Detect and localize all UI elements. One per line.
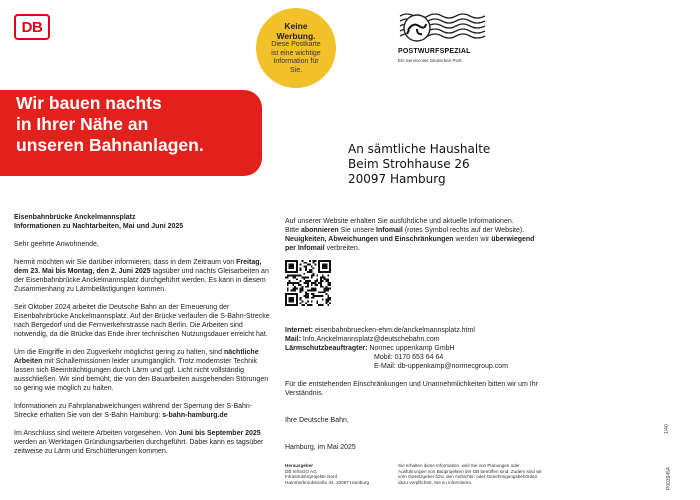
mail-row: Mail: Info.Anckelmannsplatz@deutschebahn.com	[285, 336, 440, 343]
print-code-2: P0039454	[666, 467, 672, 490]
sticker-line1: Keine	[284, 21, 308, 31]
print-code-1: 1/40	[664, 424, 670, 434]
paragraph-1: hiermit möchten wir Sie darüber informieren, dass in dem Zeitraum von Freitag, dem 23. Mai bis Montag, den 2. Juni 2025 tagsüber und nachts Gleisarbeiten an der Eisenbahnbrücke Anckelmannsplatz durchgeführt werden. Es kann in diesem Zusammenhang zu Lärmbelästigungen kommen.	[14, 259, 269, 293]
contact-block	[285, 326, 555, 452]
website-info: Auf unserer Website erhalten Sie ausführliche und aktuelle Informationen.	[285, 218, 514, 225]
paragraph-3: Um die Eingriffe in den Zugverkehr möglichst gering zu halten, sind nächtliche Arbeiten mit Schallemissionen leider unumgänglich. Trotz modernster Technik lassen sich Beeinträchtigungen durch Lärm und ggf. Licht nicht vollständig ausschließen. Wir sind bemüht, die von den Bauarbeiten ausgehenden Störungen so gering wie möglich zu halten.	[14, 349, 269, 392]
sbahn-link: s-bahn-hamburg.de	[162, 412, 228, 419]
address-line1: An sämtliche Haushalte	[348, 142, 491, 156]
postage-label: POSTWURFSPEZIAL	[398, 48, 471, 55]
publisher-line2: Infrastrukturprojekte Nord	[285, 474, 338, 480]
publisher-line1: DB InfraGO AG	[285, 468, 317, 474]
right-column	[285, 217, 543, 253]
notice-title: Eisenbahnbrücke Anckelmannsplatz	[14, 214, 136, 221]
qr-code-icon	[285, 260, 331, 306]
salutation: Sehr geehrte Anwohnende,	[14, 241, 99, 248]
paragraph-5: Im Anschluss sind weitere Arbeiten vorgesehen. Von Juni bis September 2025 werden an Werktagen Gründungsarbeiten durchgeführt. Dabei kann es tagsüber zeitweise zu Lärm und Erschütterungen kommen.	[14, 430, 264, 455]
headline-line3: unseren Bahnanlagen.	[16, 135, 204, 155]
internet-row: Internet: eisenbahnbruecken-ehm.de/anckelmannsplatz.html	[285, 327, 475, 334]
sticker-line3: Diese Postkarte ist eine wichtige Information für Sie.	[271, 41, 321, 74]
headline-line2: in Ihrer Nähe an	[16, 114, 149, 134]
address-line3: 20097 Hamburg	[348, 172, 446, 186]
mobile-row: Mobil: 0170 653 64 64	[374, 354, 444, 361]
headline-line1: Wir bauen nachts	[16, 93, 162, 113]
sticker-line2: Werbung.	[276, 31, 316, 41]
address-line2: Beim Strohhause 26	[348, 157, 470, 171]
closing-text: Ihre Deutsche Bahn,	[285, 417, 349, 424]
paragraph-2: Seit Oktober 2024 arbeitet die Deutsche Bahn an der Erneuerung der Eisenbahnbrücke Anckelmannsplatz. Auf der Brücke verlaufen die S-Bahn-Strecke nach Bergedorf und die Fernverkehrstrasse nach Berlin. Die Arbeiten sind notwendig, da die Brücke das Ende ihrer technischen Nutzungsdauer erreicht hat.	[14, 304, 270, 338]
notice-subtitle: Informationen zu Nachtarbeiten, Mai und Juni 2025	[14, 223, 184, 230]
postage-sub: Ein Service der Deutschen Post	[398, 58, 462, 63]
info-sticker	[256, 8, 336, 88]
db-logo-text: DB	[21, 18, 43, 36]
post-horn-stamp-icon	[395, 10, 490, 50]
headline-text	[16, 93, 256, 156]
publisher-block	[285, 463, 395, 485]
noise-officer-row: Lärmschutzbeauftragter: Normec uppenkamp GmbH	[285, 345, 455, 352]
paragraph-4: Informationen zu Fahrplanabweichungen während der Sperrung der S-Bahn-Strecke erhalten Sie von der S-Bahn Hamburg: s-bahn-hamburg.de	[14, 403, 253, 419]
publisher-label: Herausgeber	[285, 463, 314, 468]
email-row: E-Mail: db-uppenkamp@normecgroup.com	[374, 363, 508, 370]
infomail-info: Bitte abonnieren Sie unsere Infomail (rotes Symbol rechts auf der Website). Neuigkeiten, Abweichungen und Einschränkungen werden wir überwiegend per Infomail verbreiten.	[285, 227, 535, 252]
place-date: Hamburg, im Mai 2025	[285, 444, 356, 451]
db-logo	[14, 14, 50, 40]
recipient-address	[348, 142, 490, 187]
apology-text: Für die entstehenden Einschränkungen und Unannehmlichkeiten bitten wir um Ihr Verständnis.	[285, 381, 538, 397]
legal-note: Sie erhalten diese Information, weil Sie von Planungen oder Ausführungen von Bauprojekten der DB betroffen sind. Zudem sind wir vom Gesetzgeber bzw. den Aufsichts- oder Genehmigungsbehörden dazu verpflichtet, Sie zu informieren.	[398, 463, 542, 485]
left-column	[14, 213, 270, 456]
publisher-line3: Hammerbrookstraße 44, 20097 Hamburg	[285, 479, 370, 485]
